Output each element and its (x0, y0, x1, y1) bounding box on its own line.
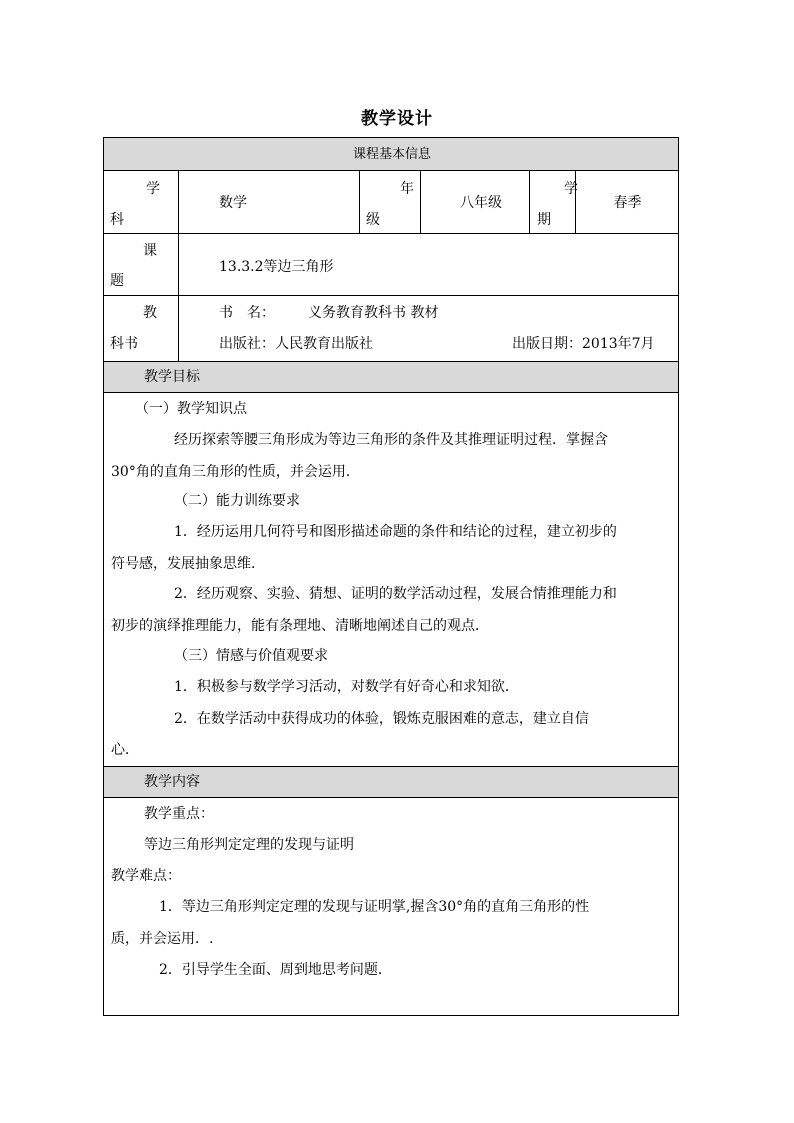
term-label: 学 (564, 181, 578, 197)
difficulty-label: 教学难点： (111, 868, 181, 884)
goals-text: 经历探索等腰三角形成为等边三角形的条件及其推理证明过程．掌握含 (174, 432, 608, 448)
grade-label: 年 (400, 181, 414, 197)
row-divider (104, 233, 678, 234)
key-point-text: 等边三角形判定定理的发现与证明 (144, 837, 354, 853)
col-divider (420, 170, 421, 233)
row-divider (104, 797, 678, 798)
textbook-label: 科书 (110, 336, 138, 352)
textbook-label: 教 (143, 305, 157, 321)
goals-text: 2．经历观察、实验、猜想、证明的数学活动过程，发展合情推理能力和 (174, 586, 617, 602)
goals-text: 2．在数学活动中获得成功的体验，锻炼克服困难的意志，建立自信 (174, 711, 589, 727)
subject-label: 学 (146, 181, 160, 197)
row-divider (104, 361, 678, 362)
difficulty-text: 1．等边三角形判定定理的发现与证明掌,握含30°角的直角三角形的性 (159, 899, 590, 915)
col-divider (178, 170, 179, 361)
col-divider (529, 170, 530, 233)
col-divider (359, 170, 360, 233)
row-divider (104, 392, 678, 393)
page-title: 教学设计 (361, 109, 433, 129)
book-name-label: 书 名： (219, 305, 275, 321)
row-divider (104, 766, 678, 767)
goals-header: 教学目标 (144, 369, 200, 385)
topic-label: 题 (110, 273, 124, 289)
difficulty-text: 质，并会运用．. (111, 931, 214, 947)
lesson-plan-table (103, 137, 679, 1016)
goals-text: 1．经历运用几何符号和图形描述命题的条件和结论的过程，建立初步的 (174, 524, 617, 540)
topic-value: 13.3.2等边三角形 (219, 259, 334, 275)
key-point-label: 教学重点： (144, 806, 214, 822)
topic-label: 课 (143, 243, 157, 259)
grade-label: 级 (366, 212, 380, 228)
goals-text: 初步的演绎推理能力，能有条理地、清晰地阐述自己的观点． (111, 618, 489, 634)
goals-section-title: （三）情感与价值观要求 (174, 648, 328, 664)
row-divider (104, 295, 678, 296)
grade-value: 八年级 (460, 195, 502, 211)
book-name: 义务教育教科书 教材 (308, 305, 439, 321)
goals-section-title: （二）能力训练要求 (174, 493, 300, 509)
content-header: 教学内容 (144, 774, 200, 790)
goals-text: 符号感，发展抽象思维． (111, 556, 265, 572)
goals-text: 1．积极参与数学学习活动，对数学有好奇心和求知欲． (174, 679, 519, 695)
publish-date: 出版日期：2013年7月 (512, 336, 655, 352)
term-value: 春季 (613, 195, 642, 211)
difficulty-text: 2．引导学生全面、周到地思考问题． (159, 962, 392, 978)
goals-section-title: （一）教学知识点 (135, 401, 247, 417)
subject-value: 数学 (219, 195, 247, 211)
goals-text: 30°角的直角三角形的性质，并会运用． (111, 464, 360, 480)
basic-info-header: 课程基本信息 (352, 147, 431, 162)
row-divider (104, 170, 678, 171)
goals-text: 心． (111, 742, 139, 758)
term-label: 期 (537, 212, 551, 228)
publisher: 出版社：人民教育出版社 (219, 336, 373, 352)
subject-label: 科 (110, 212, 124, 228)
